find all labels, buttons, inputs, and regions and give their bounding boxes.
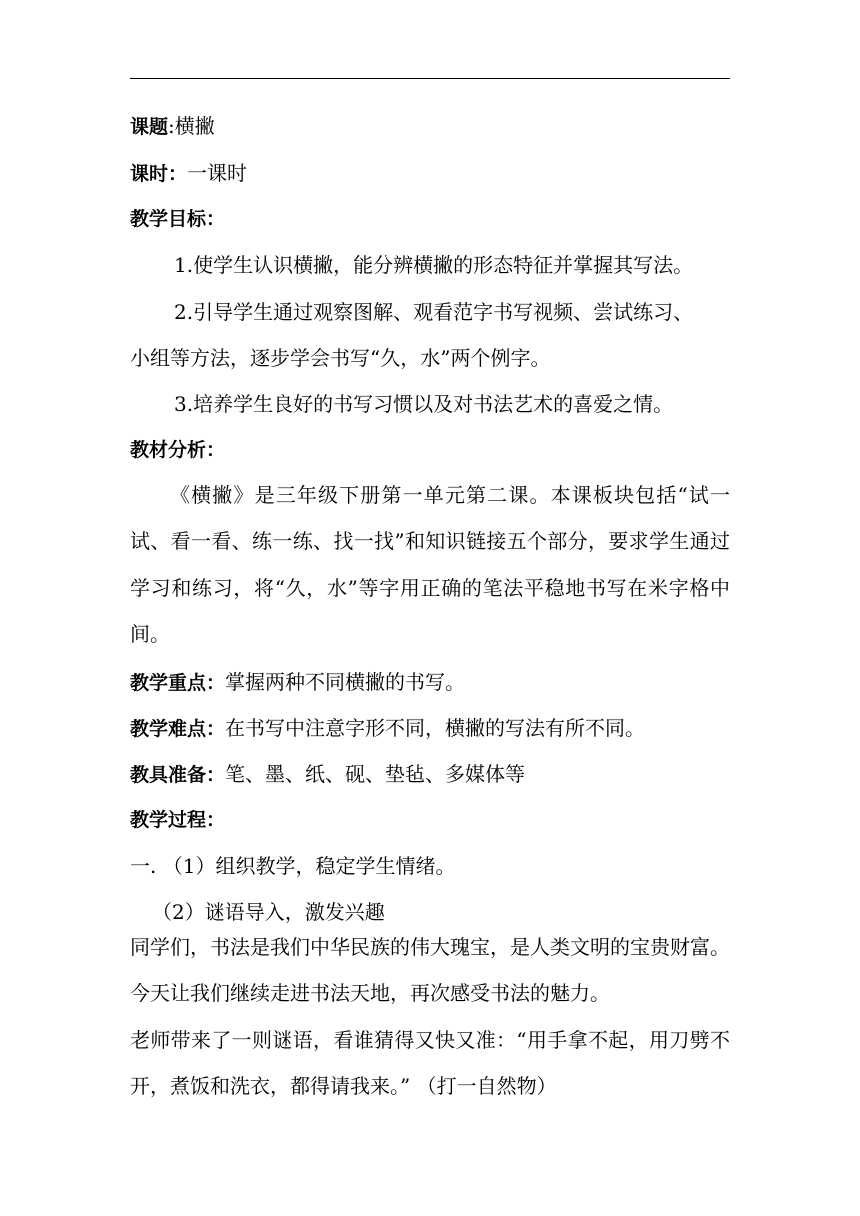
tools-value: 笔、墨、纸、砚、垫毡、多媒体等 [225, 762, 526, 786]
riddle-paragraph: 老师带来了一则谜语，看谁猜得又快又准：“用手拿不起，用刀劈不开，煮饭和洗衣，都得请我来。” （打一自然物） [130, 1028, 730, 1099]
process-step-1: 一. （1）组织教学，稳定学生情绪。 [130, 854, 456, 878]
header-rule [130, 78, 730, 79]
keypoint-line [130, 669, 465, 695]
intro-paragraph: 同学们，书法是我们中华民族的伟大瑰宝，是人类文明的宝贵财富。今天让我们继续走进书法天地，再次感受书法的魅力。 [130, 935, 730, 1006]
keypoint-label: 教学重点： [130, 672, 226, 694]
objective-item: 3.培养学生良好的书写习惯以及对书法艺术的喜爱之情。 [174, 392, 674, 416]
difficulty-line [130, 715, 645, 741]
period-value: 一课时 [187, 161, 248, 185]
objective-item: 2.引导学生通过观察图解、观看范字书写视频、尝试练习、 [174, 300, 694, 324]
difficulty-value: 在书写中注意字形不同，横撇的写法有所不同。 [225, 716, 646, 740]
objective-item: 1.使学生认识横撇，能分辨横撇的形态特征并掌握其写法。 [174, 253, 694, 277]
keypoint-value: 掌握两种不同横撇的书写。 [225, 670, 466, 694]
topic-label: 课题 [130, 116, 169, 138]
tools-label: 教具准备： [130, 764, 226, 786]
analysis-heading: 教材分析： [130, 439, 226, 461]
objective-item-continued: 小组等方法，逐步学会书写“久，水”两个例字。 [130, 346, 551, 370]
period-label: 课时： [130, 163, 188, 185]
process-heading: 教学过程： [130, 809, 226, 831]
topic-line [130, 113, 215, 139]
tools-line [130, 761, 525, 787]
objectives-heading: 教学目标： [130, 208, 226, 230]
difficulty-label: 教学难点： [130, 718, 226, 740]
process-step-2: （2）谜语导入，激发兴趣 [152, 900, 385, 924]
period-line [130, 160, 247, 186]
topic-value: 横撇 [174, 114, 215, 138]
topic-separator: : [168, 114, 175, 138]
analysis-paragraph: 《横撇》是三年级下册第一单元第二课。本课板块包括“试一试、看一看、练一练、找一找”和知识链接五个部分，要求学生通过学习和练习，将“久，水”等字用正确的笔法平稳地书写在米字格中间。 [130, 483, 730, 646]
